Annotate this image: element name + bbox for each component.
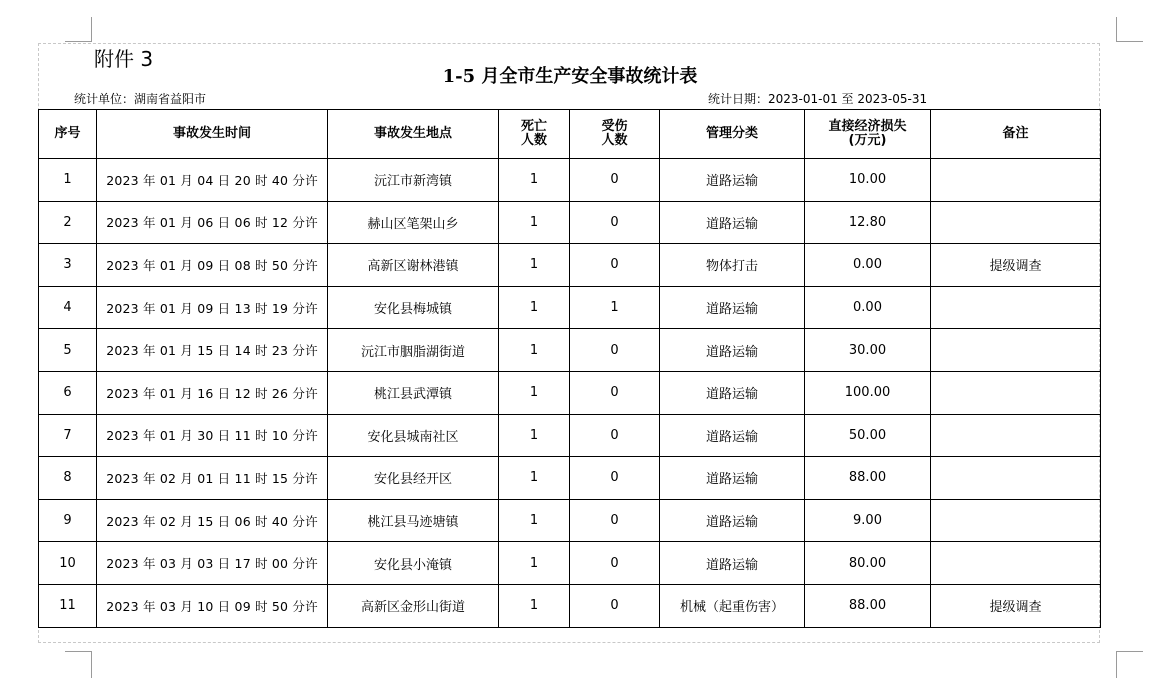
cell-category: 道路运输 [660, 159, 805, 202]
cell-injured: 0 [570, 457, 660, 500]
cell-place: 赫山区笔架山乡 [328, 201, 499, 244]
cell-category: 道路运输 [660, 201, 805, 244]
cell-remark [931, 201, 1101, 244]
cell-no: 8 [39, 457, 97, 500]
column-header-time: 事故发生时间 [97, 110, 328, 159]
table-row [39, 414, 1101, 457]
column-header-remark: 备注 [931, 110, 1101, 159]
cell-loss: 9.00 [805, 499, 931, 542]
cell-remark [931, 457, 1101, 500]
cell-loss: 12.80 [805, 201, 931, 244]
cell-loss: 0.00 [805, 244, 931, 287]
cell-no: 7 [39, 414, 97, 457]
cell-time: 2023 年 01 月 09 日 08 时 50 分许 [97, 244, 328, 287]
page-corner-mark-bottom-right [1116, 651, 1143, 678]
cell-no: 2 [39, 201, 97, 244]
cell-injured: 0 [570, 159, 660, 202]
cell-time: 2023 年 01 月 15 日 14 时 23 分许 [97, 329, 328, 372]
cell-category: 道路运输 [660, 542, 805, 585]
cell-remark: 提级调查 [931, 244, 1101, 287]
cell-remark [931, 371, 1101, 414]
table-row [39, 329, 1101, 372]
table-row [39, 201, 1101, 244]
cell-deaths: 1 [499, 584, 570, 627]
cell-injured: 1 [570, 286, 660, 329]
cell-injured: 0 [570, 371, 660, 414]
accident-statistics-table [38, 109, 1101, 628]
cell-no: 4 [39, 286, 97, 329]
cell-loss: 88.00 [805, 584, 931, 627]
cell-place: 沅江市胭脂湖街道 [328, 329, 499, 372]
cell-no: 3 [39, 244, 97, 287]
cell-loss: 100.00 [805, 371, 931, 414]
cell-category: 道路运输 [660, 286, 805, 329]
column-header-category: 管理分类 [660, 110, 805, 159]
cell-loss: 10.00 [805, 159, 931, 202]
cell-category: 道路运输 [660, 414, 805, 457]
cell-time: 2023 年 02 月 01 日 11 时 15 分许 [97, 457, 328, 500]
cell-deaths: 1 [499, 542, 570, 585]
table-row [39, 457, 1101, 500]
cell-remark: 提级调查 [931, 584, 1101, 627]
cell-deaths: 1 [499, 371, 570, 414]
cell-deaths: 1 [499, 457, 570, 500]
cell-injured: 0 [570, 329, 660, 372]
table-row [39, 499, 1101, 542]
cell-category: 道路运输 [660, 457, 805, 500]
table-row [39, 542, 1101, 585]
statistics-unit: 统计单位：湖南省益阳市 [74, 92, 207, 106]
column-header-deaths: 死亡人数 [499, 110, 570, 159]
cell-place: 安化县小淹镇 [328, 542, 499, 585]
cell-no: 9 [39, 499, 97, 542]
table-row [39, 371, 1101, 414]
table-row [39, 286, 1101, 329]
cell-remark [931, 499, 1101, 542]
cell-category: 道路运输 [660, 371, 805, 414]
cell-no: 5 [39, 329, 97, 372]
cell-loss: 88.00 [805, 457, 931, 500]
cell-place: 安化县经开区 [328, 457, 499, 500]
cell-remark [931, 159, 1101, 202]
cell-time: 2023 年 01 月 30 日 11 时 10 分许 [97, 414, 328, 457]
cell-no: 6 [39, 371, 97, 414]
page-corner-mark-top-right [1116, 17, 1143, 42]
cell-injured: 0 [570, 542, 660, 585]
cell-time: 2023 年 03 月 03 日 17 时 00 分许 [97, 542, 328, 585]
cell-deaths: 1 [499, 286, 570, 329]
cell-injured: 0 [570, 201, 660, 244]
cell-loss: 80.00 [805, 542, 931, 585]
cell-injured: 0 [570, 414, 660, 457]
column-header-no: 序号 [39, 110, 97, 159]
cell-injured: 0 [570, 244, 660, 287]
cell-no: 10 [39, 542, 97, 585]
cell-place: 桃江县马迹塘镇 [328, 499, 499, 542]
cell-loss: 30.00 [805, 329, 931, 372]
table-row [39, 244, 1101, 287]
page-title: 1-5 月全市生产安全事故统计表 [442, 66, 698, 87]
cell-deaths: 1 [499, 159, 570, 202]
cell-deaths: 1 [499, 499, 570, 542]
cell-deaths: 1 [499, 201, 570, 244]
cell-injured: 0 [570, 499, 660, 542]
cell-time: 2023 年 02 月 15 日 06 时 40 分许 [97, 499, 328, 542]
column-header-place: 事故发生地点 [328, 110, 499, 159]
table-row [39, 584, 1101, 627]
cell-loss: 0.00 [805, 286, 931, 329]
cell-no: 11 [39, 584, 97, 627]
cell-category: 道路运输 [660, 329, 805, 372]
cell-remark [931, 414, 1101, 457]
cell-remark [931, 542, 1101, 585]
table-header-row [39, 110, 1101, 159]
cell-place: 高新区金形山街道 [328, 584, 499, 627]
cell-place: 桃江县武潭镇 [328, 371, 499, 414]
cell-place: 安化县梅城镇 [328, 286, 499, 329]
column-header-loss: 直接经济损失(万元) [805, 110, 931, 159]
cell-category: 道路运输 [660, 499, 805, 542]
cell-loss: 50.00 [805, 414, 931, 457]
cell-no: 1 [39, 159, 97, 202]
page-corner-mark-bottom-left [65, 651, 92, 678]
cell-time: 2023 年 01 月 04 日 20 时 40 分许 [97, 159, 328, 202]
cell-remark [931, 286, 1101, 329]
cell-category: 物体打击 [660, 244, 805, 287]
cell-time: 2023 年 01 月 06 日 06 时 12 分许 [97, 201, 328, 244]
table-row [39, 159, 1101, 202]
cell-deaths: 1 [499, 244, 570, 287]
cell-time: 2023 年 01 月 09 日 13 时 19 分许 [97, 286, 328, 329]
cell-time: 2023 年 01 月 16 日 12 时 26 分许 [97, 371, 328, 414]
page-corner-mark-top-left [65, 17, 92, 42]
column-header-injured: 受伤人数 [570, 110, 660, 159]
cell-category: 机械（起重伤害） [660, 584, 805, 627]
cell-remark [931, 329, 1101, 372]
cell-deaths: 1 [499, 414, 570, 457]
statistics-date: 统计日期：2023-01-01 至 2023-05-31 [708, 92, 928, 106]
cell-deaths: 1 [499, 329, 570, 372]
cell-injured: 0 [570, 584, 660, 627]
cell-place: 高新区谢林港镇 [328, 244, 499, 287]
attachment-label: 附件 3 [94, 47, 154, 71]
cell-place: 安化县城南社区 [328, 414, 499, 457]
cell-place: 沅江市新湾镇 [328, 159, 499, 202]
cell-time: 2023 年 03 月 10 日 09 时 50 分许 [97, 584, 328, 627]
